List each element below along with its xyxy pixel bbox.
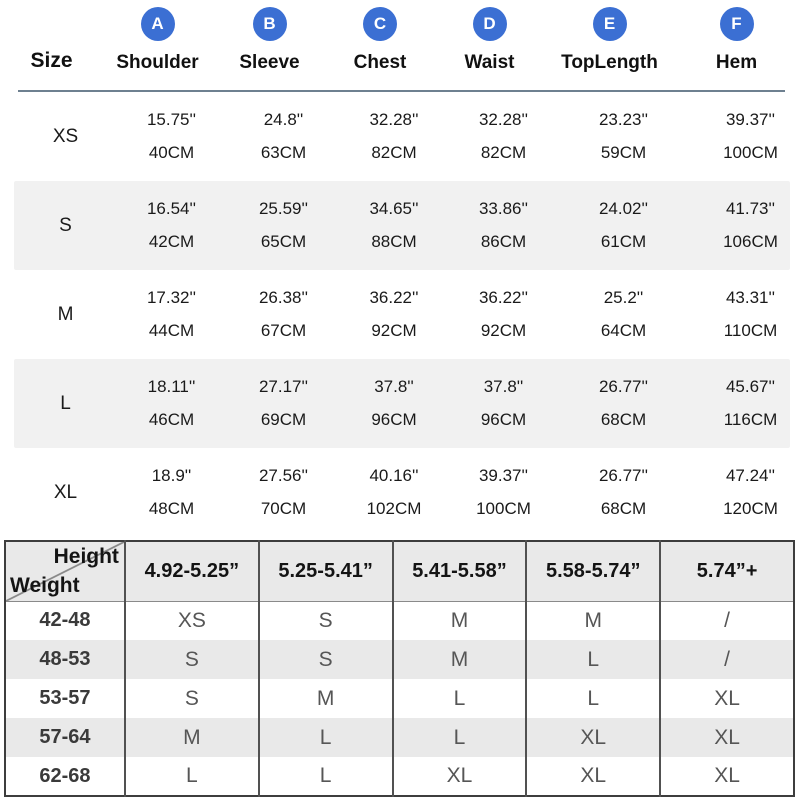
measurement-cell <box>117 359 226 448</box>
inch-value: 43.31'' <box>725 287 776 307</box>
inch-value: 36.22'' <box>478 287 529 307</box>
inch-value: 37.8'' <box>374 376 414 396</box>
inch-value: 26.38'' <box>258 287 309 307</box>
cm-value: 102CM <box>366 499 422 519</box>
weight-range: 53-57 <box>39 687 91 709</box>
cm-value: 63CM <box>260 143 307 163</box>
cm-value: 69CM <box>260 410 307 430</box>
cm-value: 61CM <box>600 232 647 252</box>
recommended-size: L <box>526 640 660 679</box>
measurement-rows <box>0 92 800 537</box>
cm-value: 82CM <box>480 143 527 163</box>
fit-table-section <box>0 540 800 797</box>
column-label: Hem <box>715 52 758 73</box>
recommended-size: L <box>526 679 660 718</box>
inch-value: 33.86'' <box>478 198 529 218</box>
measurement-cell <box>560 92 687 181</box>
measurement-cell <box>226 270 341 359</box>
measurement-row-s <box>14 181 790 270</box>
recommended-size: XL <box>393 757 527 796</box>
inch-value: 47.24'' <box>725 465 776 485</box>
height-range-header: 5.58-5.74” <box>526 541 660 601</box>
cm-value: 100CM <box>476 499 531 519</box>
size-label: S <box>59 214 72 236</box>
measurement-cell <box>226 359 341 448</box>
size-column-header: Size <box>30 49 73 72</box>
recommended-size: S <box>125 640 259 679</box>
recommended-size: L <box>125 757 259 796</box>
cm-value: 88CM <box>371 232 417 252</box>
measurement-cell <box>560 181 687 270</box>
measurement-cell <box>226 181 341 270</box>
letter-badge-f-icon: F <box>720 7 754 41</box>
inch-value: 26.77'' <box>598 376 649 396</box>
column-header-chest <box>327 0 433 90</box>
cm-value: 110CM <box>723 321 778 341</box>
letter-badge-a-icon: A <box>141 7 175 41</box>
inch-value: 32.28'' <box>369 109 419 129</box>
recommended-size: XL <box>660 718 794 757</box>
inch-value: 25.59'' <box>258 198 309 218</box>
measurement-cell <box>560 359 687 448</box>
cm-value: 100CM <box>723 143 778 163</box>
cm-value: 42CM <box>148 232 195 252</box>
inch-value: 32.28'' <box>478 109 529 129</box>
fit-row <box>5 757 794 796</box>
cm-value: 82CM <box>371 143 417 163</box>
cm-value: 44CM <box>148 321 195 341</box>
inch-value: 34.65'' <box>369 198 419 218</box>
measurement-row-l <box>14 359 790 448</box>
fit-row <box>5 601 794 640</box>
measurement-cell <box>687 359 800 448</box>
column-label: TopLength <box>561 52 658 73</box>
cm-value: 116CM <box>723 410 778 430</box>
cm-value: 70CM <box>260 499 307 519</box>
recommended-size: XL <box>660 757 794 796</box>
measurement-cell <box>226 92 341 181</box>
measurement-cell <box>447 359 560 448</box>
cm-value: 96CM <box>480 410 527 430</box>
size-label: XS <box>52 125 79 147</box>
inch-value: 24.02'' <box>598 198 649 218</box>
weight-range: 42-48 <box>39 609 91 632</box>
cm-value: 120CM <box>723 499 778 519</box>
recommended-size: XL <box>526 757 660 796</box>
measurement-cell <box>687 92 800 181</box>
measurement-cell <box>447 270 560 359</box>
measurement-cell <box>226 448 341 537</box>
inch-value: 18.9'' <box>151 465 192 485</box>
inch-value: 45.67'' <box>725 376 776 396</box>
inch-value: 39.37'' <box>725 109 776 129</box>
inch-value: 37.8'' <box>483 376 524 396</box>
cm-value: 92CM <box>371 321 417 341</box>
measurement-cell <box>117 448 226 537</box>
letter-badge-d-icon: D <box>473 7 507 41</box>
weight-range: 62-68 <box>39 764 91 787</box>
recommended-size: / <box>660 640 794 679</box>
height-weight-corner-cell <box>5 541 125 601</box>
measurement-cell <box>341 181 447 270</box>
measurement-row-xs <box>14 92 790 181</box>
column-header-sleeve <box>212 0 327 90</box>
inch-value: 36.22'' <box>369 287 419 307</box>
measurement-cell <box>447 181 560 270</box>
cm-value: 96CM <box>371 410 417 430</box>
inch-value: 16.54'' <box>146 198 197 218</box>
recommended-size: S <box>125 679 259 718</box>
fit-row <box>5 718 794 757</box>
letter-badge-e-icon: E <box>593 7 627 41</box>
recommended-size: M <box>125 718 259 757</box>
column-label: Shoulder <box>116 52 199 73</box>
cm-value: 106CM <box>723 232 778 252</box>
recommended-size: L <box>393 679 527 718</box>
cm-value: 48CM <box>148 499 195 519</box>
measurement-cell <box>687 181 800 270</box>
recommended-size: M <box>259 679 393 718</box>
height-weight-table <box>4 540 795 797</box>
height-range-header: 5.41-5.58” <box>393 541 527 601</box>
inch-value: 27.17'' <box>258 376 309 396</box>
cm-value: 67CM <box>260 321 307 341</box>
recommended-size: XL <box>526 718 660 757</box>
measurement-row-m <box>14 270 790 359</box>
recommended-size: M <box>393 640 527 679</box>
cm-value: 68CM <box>600 410 647 430</box>
cm-value: 46CM <box>148 410 195 430</box>
cm-value: 92CM <box>480 321 527 341</box>
recommended-size: L <box>259 718 393 757</box>
cm-value: 68CM <box>600 499 647 519</box>
inch-value: 24.8'' <box>263 109 304 129</box>
measurement-cell <box>117 92 226 181</box>
column-label: Waist <box>464 52 515 73</box>
size-label: L <box>60 392 71 414</box>
measurement-cell <box>117 270 226 359</box>
inch-value: 27.56'' <box>258 465 309 485</box>
fit-row <box>5 640 794 679</box>
measurement-cell <box>687 448 800 537</box>
measurement-table-header <box>0 0 800 90</box>
measurement-cell <box>447 92 560 181</box>
cm-value: 65CM <box>260 232 307 252</box>
fit-table-body <box>5 601 794 796</box>
column-header-waist <box>433 0 546 90</box>
column-label: Chest <box>353 52 407 73</box>
letter-badge-b-icon: B <box>253 7 287 41</box>
height-range-header: 5.25-5.41” <box>259 541 393 601</box>
measurement-cell <box>341 270 447 359</box>
recommended-size: M <box>393 601 527 640</box>
measurement-cell <box>341 448 447 537</box>
measurement-row-xl <box>14 448 790 537</box>
size-label: M <box>57 303 74 325</box>
fit-table-header-row <box>5 541 794 601</box>
column-header-shoulder <box>103 0 212 90</box>
measurement-cell <box>560 448 687 537</box>
recommended-size: / <box>660 601 794 640</box>
measurement-cell <box>341 359 447 448</box>
inch-value: 39.37'' <box>478 465 529 485</box>
measurement-cell <box>560 270 687 359</box>
size-label: XL <box>53 481 78 503</box>
measurement-cell <box>687 270 800 359</box>
inch-value: 17.32'' <box>146 287 197 307</box>
column-header-toplength <box>546 0 673 90</box>
recommended-size: S <box>259 601 393 640</box>
inch-value: 15.75'' <box>146 109 197 129</box>
letter-badge-c-icon: C <box>363 7 397 41</box>
inch-value: 40.16'' <box>369 465 419 485</box>
height-range-header: 4.92-5.25” <box>125 541 259 601</box>
measurement-cell <box>117 181 226 270</box>
corner-weight-label: Weight <box>10 573 80 597</box>
cm-value: 64CM <box>600 321 647 341</box>
recommended-size: S <box>259 640 393 679</box>
height-range-header: 5.74”+ <box>660 541 794 601</box>
cm-value: 59CM <box>600 143 647 163</box>
recommended-size: L <box>259 757 393 796</box>
fit-row <box>5 679 794 718</box>
column-label: Sleeve <box>239 52 300 73</box>
recommended-size: XS <box>125 601 259 640</box>
inch-value: 26.77'' <box>598 465 649 485</box>
measurement-cell <box>341 92 447 181</box>
measurement-cell <box>447 448 560 537</box>
corner-height-label: Height <box>53 545 119 568</box>
inch-value: 25.2'' <box>603 287 644 307</box>
inch-value: 23.23'' <box>598 109 649 129</box>
cm-value: 40CM <box>148 143 195 163</box>
weight-range: 48-53 <box>39 648 91 670</box>
weight-range: 57-64 <box>39 726 91 748</box>
column-header-hem <box>673 0 800 90</box>
cm-value: 86CM <box>480 232 527 252</box>
inch-value: 18.11'' <box>147 376 196 396</box>
recommended-size: XL <box>660 679 794 718</box>
recommended-size: L <box>393 718 527 757</box>
recommended-size: M <box>526 601 660 640</box>
inch-value: 41.73'' <box>725 198 776 218</box>
